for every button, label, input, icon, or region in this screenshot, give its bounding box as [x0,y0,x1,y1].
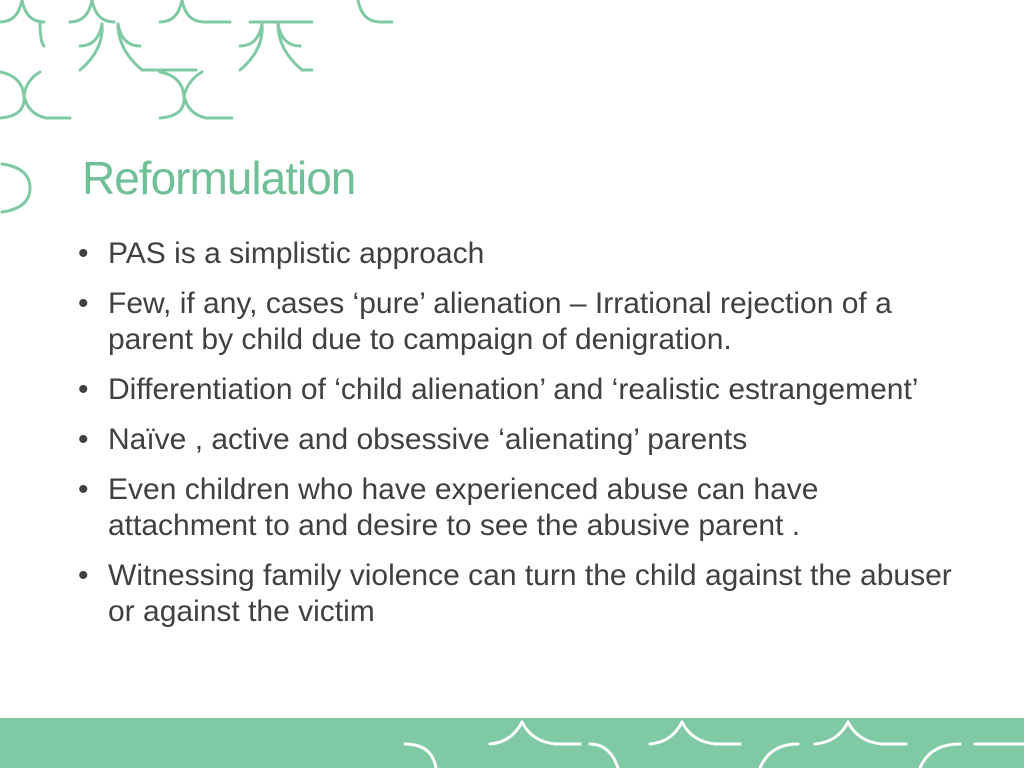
bullet-dot-icon: • [78,237,89,270]
bullet-dot-icon: • [78,423,89,456]
bullet-text: Naïve , active and obsessive ‘alienating’ parents [108,423,748,456]
bullet-text: PAS is a simplistic approach [108,237,485,270]
bullet-text: Differentiation of ‘child alienation’ and ‘realistic estrangement’ [108,373,919,406]
bullet-list [78,236,958,644]
slide-title: Reformulation [82,152,356,204]
bullet-item [78,422,958,458]
bullet-text: Few, if any, cases ‘pure’ alienation – Irrational rejection of a parent by child due to campaign of denigration. [108,287,892,356]
bullet-dot-icon: • [78,287,89,320]
bullet-item [78,286,958,358]
footer-arc-pattern-icon [0,718,1024,768]
bullet-dot-icon: • [78,373,89,406]
bullet-item [78,236,958,272]
bullet-dot-icon: • [78,473,89,506]
bullet-item [78,558,958,630]
bullet-text: Even children who have experienced abuse can have attachment to and desire to see the abusive parent . [108,473,819,542]
bullet-item [78,372,958,408]
bullet-text: Witnessing family violence can turn the child against the abuser or against the victim [108,559,952,628]
bullet-dot-icon: • [78,559,89,592]
footer-band [0,718,1024,768]
bullet-item [78,472,958,544]
